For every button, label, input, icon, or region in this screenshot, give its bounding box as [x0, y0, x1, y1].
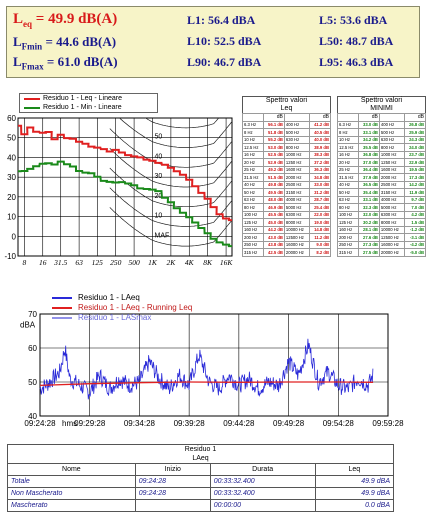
freq-cell: 10000 Hz	[284, 226, 309, 234]
curve-label: 20	[154, 192, 163, 200]
l10-value: L10: 52.5 dBA	[187, 34, 262, 48]
table-row	[338, 234, 426, 242]
leq-value: $L_{eq} = 49.9$ dB(A)	[13, 11, 118, 29]
freq-cell: 50 Hz	[338, 189, 359, 197]
freq-cell: 500 Hz	[379, 129, 404, 137]
curve-label: MAF	[154, 232, 170, 240]
db-cell: 33.0 dB	[358, 121, 379, 129]
db-cell: 24.0 dB	[404, 144, 425, 152]
header-cell: dB	[263, 114, 284, 122]
freq-cell: 12500 Hz	[284, 234, 309, 242]
freq-cell: 6300 Hz	[284, 211, 309, 219]
freq-cell: 8 Hz	[338, 129, 359, 137]
table-row	[243, 249, 331, 257]
x-tick-label: 09:29:28	[74, 419, 106, 428]
legend-entry-min	[20, 103, 157, 112]
freq-cell: 63 Hz	[338, 196, 359, 204]
freq-cell: 1250 Hz	[379, 159, 404, 167]
db-cell: 42.5 dB	[263, 249, 284, 257]
db-cell: 28.1 dB	[358, 226, 379, 234]
table-row	[243, 181, 331, 189]
header-cell: dB	[358, 114, 379, 122]
freq-cell: 80 Hz	[338, 204, 359, 212]
x-tick-label: 8	[22, 258, 27, 267]
db-cell: 19.5 dB	[404, 166, 425, 174]
freq-cell: 125 Hz	[243, 219, 264, 227]
db-cell: 40.5 dB	[309, 129, 330, 137]
db-cell: 17.3 dB	[404, 174, 425, 182]
db-cell: 48.0 dB	[263, 196, 284, 204]
freq-cell: 6.3 Hz	[338, 121, 359, 129]
lfmax-value: $L_{Fmax} = 61.0$ dB(A)	[13, 54, 118, 72]
leq-summary-table	[7, 444, 394, 512]
freq-cell: 2500 Hz	[379, 181, 404, 189]
caption-line1: Residuo 1	[184, 446, 217, 453]
freq-cell: 16 Hz	[243, 151, 264, 159]
y-tick-label: 50	[7, 133, 16, 143]
db-cell: 52.5 dB	[263, 151, 284, 159]
db-cell: 36.5 dB	[358, 181, 379, 189]
min-table-title	[337, 96, 426, 113]
table-row	[338, 174, 426, 182]
header-cell	[243, 114, 264, 122]
freq-cell: 315 Hz	[338, 249, 359, 257]
freq-cell: 1250 Hz	[284, 159, 309, 167]
curve-label: 30	[154, 173, 163, 181]
db-cell: 37.2 dB	[309, 159, 330, 167]
row-start: 09:24:28	[135, 476, 210, 488]
x-tick-label: 63	[75, 258, 83, 267]
db-cell: 43.0 dB	[263, 234, 284, 242]
l50-value: L50: 48.7 dBA	[319, 34, 394, 48]
db-cell: 51.5 dB	[263, 174, 284, 182]
freq-cell: 1600 Hz	[379, 166, 404, 174]
freq-cell: 250 Hz	[243, 241, 264, 249]
row-duration: 00:33:32.400	[210, 476, 315, 488]
freq-cell: 5000 Hz	[379, 204, 404, 212]
freq-cell: 800 Hz	[284, 144, 309, 152]
freq-cell: 6300 Hz	[379, 211, 404, 219]
x-tick-label: 09:49:28	[273, 419, 305, 428]
table-header-row	[243, 114, 331, 122]
table-row	[338, 129, 426, 137]
freq-cell: 125 Hz	[338, 219, 359, 227]
table-row	[243, 121, 331, 129]
header-cell	[338, 114, 359, 122]
db-cell: 43.8 dB	[263, 241, 284, 249]
db-cell: 35.5 dB	[358, 144, 379, 152]
db-cell: 32.3 dB	[358, 204, 379, 212]
row-name: Mascherato	[8, 500, 136, 512]
header-cell	[284, 114, 309, 122]
leq-table-title-line1: Spettro valori	[265, 97, 308, 104]
leq-table-title-line2: Leq	[280, 105, 293, 112]
db-cell: 51.8 dB	[263, 129, 284, 137]
freq-cell: 100 Hz	[338, 211, 359, 219]
db-cell: 14.8 dB	[309, 226, 330, 234]
header-leq: Leq	[315, 464, 393, 476]
legend-label: Residuo 1 - LAeq - Running Leq	[78, 303, 193, 312]
summary-grid	[7, 463, 394, 512]
db-cell: 7.0 dB	[404, 204, 425, 212]
freq-cell: 20 Hz	[338, 159, 359, 167]
db-cell: 33.1 dB	[358, 196, 379, 204]
x-tick-label: 16K	[219, 258, 233, 267]
freq-cell: 800 Hz	[379, 144, 404, 152]
x-tick-label: 09:24:28	[24, 419, 56, 428]
table-row	[8, 476, 394, 488]
db-cell: 49.2 dB	[263, 166, 284, 174]
table-row	[243, 159, 331, 167]
table-row	[338, 166, 426, 174]
min-table-grid	[337, 113, 426, 257]
table-row	[338, 144, 426, 152]
row-leq: 49.9 dBA	[315, 488, 393, 500]
freq-cell: 10 Hz	[338, 136, 359, 144]
freq-cell: 25 Hz	[243, 166, 264, 174]
freq-cell: 10000 Hz	[379, 226, 404, 234]
db-cell: 55.2 dB	[263, 136, 284, 144]
freq-cell: 4000 Hz	[379, 196, 404, 204]
table-row	[243, 144, 331, 152]
y-tick-label: 70	[28, 310, 37, 319]
freq-cell: 8000 Hz	[284, 219, 309, 227]
l95-value: L95: 46.3 dBA	[319, 55, 394, 69]
freq-cell: 400 Hz	[379, 121, 404, 129]
y-tick-label: 10	[7, 212, 16, 222]
table-row	[338, 226, 426, 234]
table-row	[243, 166, 331, 174]
db-cell: 32.0 dB	[358, 211, 379, 219]
freq-cell: 250 Hz	[338, 241, 359, 249]
freq-cell: 16 Hz	[338, 151, 359, 159]
curve-label: 40	[154, 153, 163, 161]
spectrum-chart	[0, 92, 236, 272]
row-duration: 00:33:32.400	[210, 488, 315, 500]
db-cell: 49.5 dB	[263, 189, 284, 197]
table-header-row	[338, 114, 426, 122]
table-row	[338, 159, 426, 167]
db-cell: 14.2 dB	[404, 181, 425, 189]
freq-cell: 31.5 Hz	[243, 174, 264, 182]
x-tick-label: 8K	[203, 258, 213, 267]
table-row	[338, 219, 426, 227]
table-row	[243, 151, 331, 159]
db-cell: 28.7 dB	[309, 196, 330, 204]
x-tick-label: 09:44:28	[223, 419, 255, 428]
row-leq: 49.9 dBA	[315, 476, 393, 488]
freq-cell: 5000 Hz	[284, 204, 309, 212]
x-tick-label: 125	[91, 258, 103, 267]
leq-spectrum-table	[242, 96, 331, 257]
db-cell: -1.2 dB	[404, 226, 425, 234]
freq-cell: 630 Hz	[379, 136, 404, 144]
db-cell: 45.5 dB	[263, 211, 284, 219]
db-cell: 46.9 dB	[263, 204, 284, 212]
freq-cell: 16000 Hz	[284, 241, 309, 249]
min-spectrum-table	[337, 96, 426, 257]
table-row	[243, 226, 331, 234]
header-nome: Nome	[8, 464, 136, 476]
db-cell: 44.2 dB	[263, 226, 284, 234]
legend-swatch-red	[24, 98, 40, 100]
db-cell: 22.9 dB	[404, 159, 425, 167]
freq-cell: 12500 Hz	[379, 234, 404, 242]
db-cell: 36.3 dB	[309, 166, 330, 174]
freq-cell: 8 Hz	[243, 129, 264, 137]
db-cell: 36.4 dB	[358, 166, 379, 174]
x-tick-label: 09:59:28	[372, 419, 404, 428]
header-inizio: Inizio	[135, 464, 210, 476]
db-cell: 25.9 dB	[404, 129, 425, 137]
db-cell: 33.1 dB	[358, 129, 379, 137]
db-cell: 53.0 dB	[263, 144, 284, 152]
freq-cell: 40 Hz	[243, 181, 264, 189]
plot-area	[18, 118, 232, 256]
freq-cell: 50 Hz	[243, 189, 264, 197]
db-cell: 49.8 dB	[263, 181, 284, 189]
freq-cell: 31.5 Hz	[338, 174, 359, 182]
db-cell: 40.0 dB	[309, 136, 330, 144]
freq-cell: 8000 Hz	[379, 219, 404, 227]
table-row	[338, 151, 426, 159]
x-tick-label: 09:39:28	[173, 419, 205, 428]
legend-label: Residuo 1 - Leq - Lineare	[43, 95, 122, 102]
table-row	[338, 189, 426, 197]
db-cell: -4.2 dB	[404, 241, 425, 249]
db-cell: 30.2 dB	[358, 219, 379, 227]
y-tick-label: 40	[28, 412, 37, 421]
table-row	[243, 174, 331, 182]
y-tick-label: 60	[28, 344, 37, 353]
lfmin-value: $L_{Fmin} = 44.6$ dB(A)	[13, 34, 117, 52]
freq-cell: 200 Hz	[243, 234, 264, 242]
legend-entry-leq	[20, 94, 157, 103]
x-tick-label: hms	[62, 419, 78, 428]
table-row	[243, 234, 331, 242]
time-legend	[52, 293, 192, 323]
legend-entry-running-leq	[52, 303, 192, 313]
db-cell: 37.0 dB	[358, 159, 379, 167]
x-tick-label: 2K	[166, 258, 176, 267]
header-durata: Durata	[210, 464, 315, 476]
table-row	[338, 241, 426, 249]
freq-cell: 400 Hz	[284, 121, 309, 129]
row-leq: 0.0 dBA	[315, 500, 393, 512]
table-row	[243, 219, 331, 227]
freq-cell: 160 Hz	[243, 226, 264, 234]
leq-table-grid	[242, 113, 331, 257]
legend-swatch-blue	[52, 297, 72, 299]
table-row	[243, 196, 331, 204]
table-row	[243, 136, 331, 144]
y-tick-label: -10	[4, 252, 16, 261]
table-row	[8, 500, 394, 512]
db-cell: 37.9 dB	[358, 174, 379, 182]
freq-cell: 10 Hz	[243, 136, 264, 144]
l90-value: L90: 46.7 dBA	[187, 55, 262, 69]
freq-cell: 1000 Hz	[284, 151, 309, 159]
db-cell: 36.8 dB	[358, 151, 379, 159]
header-cell: dB	[404, 114, 425, 122]
table-row	[338, 136, 426, 144]
legend-entry-lasmax	[52, 313, 192, 323]
x-tick-label: 1K	[148, 258, 157, 267]
table-row	[243, 189, 331, 197]
y-axis-label: dBA	[20, 320, 36, 330]
x-tick-label: 4K	[184, 258, 194, 267]
freq-cell: 12.5 Hz	[338, 144, 359, 152]
freq-cell: 200 Hz	[338, 234, 359, 242]
db-cell: 41.2 dB	[309, 121, 330, 129]
freq-cell: 16000 Hz	[379, 241, 404, 249]
freq-cell: 25 Hz	[338, 166, 359, 174]
freq-cell: 160 Hz	[338, 226, 359, 234]
db-cell: 56.1 dB	[263, 121, 284, 129]
table-row	[243, 241, 331, 249]
legend-swatch-green	[24, 107, 40, 109]
db-cell: 31.2 dB	[309, 189, 330, 197]
plot-area	[40, 314, 388, 416]
row-start	[135, 500, 210, 512]
x-tick-label: 09:34:28	[123, 419, 155, 428]
x-tick-label: 31.5	[54, 258, 68, 267]
db-cell: 27.5 dB	[358, 249, 379, 257]
freq-cell: 40 Hz	[338, 181, 359, 189]
freq-cell: 1600 Hz	[284, 166, 309, 174]
db-cell: 52.9 dB	[263, 159, 284, 167]
db-cell: 33.0 dB	[309, 181, 330, 189]
table-row	[338, 249, 426, 257]
db-cell: 4.2 dB	[404, 211, 425, 219]
table-row	[338, 204, 426, 212]
db-cell: -3.1 dB	[404, 234, 425, 242]
freq-cell: 4000 Hz	[284, 196, 309, 204]
freq-cell: 6.3 Hz	[243, 121, 264, 129]
x-tick-label: 16	[38, 258, 47, 267]
db-cell: 11.9 dB	[404, 189, 425, 197]
y-tick-label: 30	[7, 173, 16, 183]
curve-label: 10	[154, 212, 163, 220]
freq-cell: 1000 Hz	[379, 151, 404, 159]
freq-cell: 80 Hz	[243, 204, 264, 212]
db-cell: 9.7 dB	[404, 196, 425, 204]
db-cell: 38.9 dB	[309, 144, 330, 152]
header-cell: dB	[309, 114, 330, 122]
freq-cell: 500 Hz	[284, 129, 309, 137]
table-caption	[7, 444, 394, 463]
row-name: Totale	[8, 476, 136, 488]
leq-table-title	[242, 96, 331, 113]
db-cell: 25.4 dB	[309, 204, 330, 212]
row-duration: 00:00:00	[210, 500, 315, 512]
db-cell: 19.0 dB	[309, 219, 330, 227]
db-cell: 1.5 dB	[404, 219, 425, 227]
freq-cell: 20000 Hz	[379, 249, 404, 257]
db-cell: 11.2 dB	[309, 234, 330, 242]
y-tick-label: 60	[7, 114, 16, 123]
y-tick-label: 50	[28, 378, 37, 387]
freq-cell: 20 Hz	[243, 159, 264, 167]
row-name: Non Mascherato	[8, 488, 136, 500]
db-cell: 23.7 dB	[404, 151, 425, 159]
freq-cell: 2000 Hz	[284, 174, 309, 182]
y-tick-label: 0	[11, 232, 16, 242]
freq-cell: 63 Hz	[243, 196, 264, 204]
table-row	[338, 196, 426, 204]
x-tick-label: 09:54:28	[322, 419, 354, 428]
curve-label: 50	[154, 133, 163, 141]
min-table-title-line2: MINIMI	[370, 105, 393, 112]
x-tick-label: 250	[110, 258, 122, 267]
freq-cell: 3150 Hz	[379, 189, 404, 197]
freq-cell: 2000 Hz	[379, 174, 404, 182]
freq-cell: 20000 Hz	[284, 249, 309, 257]
legend-label: Residuo 1 - LAeq	[78, 293, 140, 302]
freq-cell: 3150 Hz	[284, 189, 309, 197]
freq-cell: 2500 Hz	[284, 181, 309, 189]
freq-cell: 100 Hz	[243, 211, 264, 219]
table-header-row	[8, 464, 394, 476]
db-cell: 35.4 dB	[358, 189, 379, 197]
db-cell: 38.3 dB	[309, 151, 330, 159]
db-cell: 34.2 dB	[358, 136, 379, 144]
db-cell: 27.3 dB	[358, 241, 379, 249]
spectrum-legend	[19, 93, 158, 113]
freq-cell: 12.5 Hz	[243, 144, 264, 152]
db-cell: 8.2 dB	[309, 249, 330, 257]
legend-swatch-lightblue	[52, 317, 72, 319]
table-row	[8, 488, 394, 500]
min-table-title-line1: Spettro valori	[360, 97, 403, 104]
y-tick-label: 20	[7, 192, 16, 202]
y-tick-label: 40	[7, 153, 16, 163]
freq-cell: 315 Hz	[243, 249, 264, 257]
x-tick-label: 500	[128, 258, 140, 267]
db-cell: 9.0 dB	[309, 241, 330, 249]
table-row	[338, 211, 426, 219]
table-row	[243, 204, 331, 212]
caption-line2: LAeq	[192, 455, 209, 462]
db-cell: 26.8 dB	[404, 121, 425, 129]
db-cell: 34.8 dB	[309, 174, 330, 182]
db-cell: -5.0 dB	[404, 249, 425, 257]
header-cell	[379, 114, 404, 122]
db-cell: 24.3 dB	[404, 136, 425, 144]
db-cell: 27.6 dB	[358, 234, 379, 242]
legend-swatch-red	[52, 307, 72, 309]
row-start: 09:24:28	[135, 488, 210, 500]
table-row	[243, 211, 331, 219]
legend-entry-laeq	[52, 293, 192, 303]
summary-panel	[6, 6, 420, 78]
legend-label: Residuo 1 - Min - Lineare	[43, 104, 122, 111]
db-cell: 22.0 dB	[309, 211, 330, 219]
table-row	[338, 181, 426, 189]
db-cell: 45.0 dB	[263, 219, 284, 227]
l1-value: L1: 56.4 dBA	[187, 13, 256, 27]
table-row	[243, 129, 331, 137]
legend-label: Residuo 1 - LASmax	[78, 313, 152, 322]
freq-cell: 630 Hz	[284, 136, 309, 144]
table-row	[338, 121, 426, 129]
l5-value: L5: 53.6 dBA	[319, 13, 388, 27]
